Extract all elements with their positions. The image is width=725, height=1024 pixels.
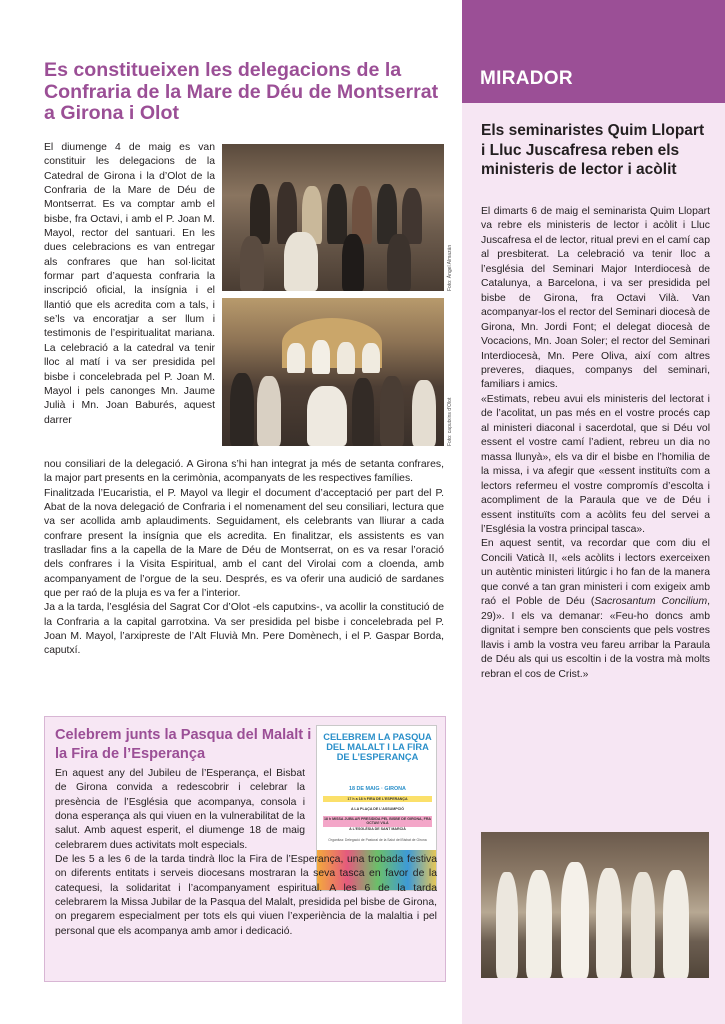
photo-figure xyxy=(412,380,436,446)
box-title: Celebrem junts la Pasqua del Malalt i la Fira de l’Esperança xyxy=(55,727,312,762)
poster-line: 18 h MISSA JUBILAR PRESIDIDA PEL BISBE DE GIRONA, FRA OCTAVI VILÀ xyxy=(323,817,432,826)
poster-line: A L’ESGLÉSIA DE SANT MARCIÀ xyxy=(349,827,406,831)
photo-figure xyxy=(312,340,330,374)
photo-figure xyxy=(663,870,689,978)
box-text-details: De les 5 a les 6 de la tarda tindrà lloc la Fira de l’Esperança, una trobada festiva on diferents entitats i serveis diocesans mostraran la seva tasca en favor de la catequesi, la solidaritat i l’acompanyament espiritual. A les 6 de la tarda celebrarem la Missa Jubilar de la Pasqua del Malalt, presidida pel bisbe de Girona, on pregarem especialment per tots els qui viuen l’experiència de la malaltia i pel personal que els acompanya amb amor i dedicació. xyxy=(55,854,437,937)
poster-date: 18 DE MAIG · GIRONA xyxy=(349,786,406,792)
photo-figure xyxy=(240,236,264,291)
mirador-sidebar xyxy=(462,0,725,1024)
photo-figure xyxy=(284,232,318,291)
photo-figure xyxy=(362,343,380,373)
sidebar-paragraph: El dimarts 6 de maig el seminarista Quim Llopart va rebre els ministeris de lector i acòlit i Lluc Juscafresa el de lector, ritual previ en el camí cap al presbiterat. La celebració va tenir lloc a l’església del Seminari Major Interdiocesà de Catalunya, a Barcelona, i va ser presidida pel bisbe de Girona, fra Octavi Vilà. Van acompanyar-los el rector del Seminari diocesà de Girona, Mn. Jordi Font; el delegat diocesà de Vocacions, Mn. Joan Soler; el rector del Seminari Interdiocesà, Mn. Pere Oliva, així com altres preveres, diaques, companys del seminari, familiars i amics. xyxy=(481,206,710,391)
poster-line: A LA PLAÇA DE L’ASSUMPCIÓ xyxy=(350,807,405,811)
sidebar-text-span: En aquest sentit, va recordar que com diu el Concili Vaticà II, «els acòlits i lectors exerceixen un autèntic ministeri litúrgic i ho fan de la manera que convé a tan gran ministeri i com exigeix amb raó el Poble de Déu ( xyxy=(481,538,710,608)
photo-figure xyxy=(561,862,589,978)
sidebar-text-span: , 29)». I els va demanar: «Feu-ho doncs amb dignitat i sempre ben conscients que pels vostres llavis i amb la vostra veu fareu arribar la Paraula de Déu als qui us escoltin i de la vostra mà molts rebran el cos de Crist.» xyxy=(481,596,710,680)
main-article-paragraph: nou consiliari de la delegació. A Girona s’hi han integrat ja més de setanta confrares, la major part presents en la cerimònia, acompanyats de les respectives famílies. xyxy=(44,459,444,485)
sidebar-article-title: Els seminaristes Quim Llopart i Lluc Juscafresa reben els ministeris de lector i acòlit xyxy=(481,122,705,178)
photo-figure xyxy=(387,234,411,291)
olot-church-group-photo xyxy=(222,298,444,446)
sidebar-header-title: MIRADOR xyxy=(480,68,573,89)
photo-figure xyxy=(496,872,518,978)
photo-figure xyxy=(596,868,622,978)
photo-figure xyxy=(337,342,355,374)
main-article-column-text: El diumenge 4 de maig es van constituir les delegacions de la Catedral de Girona i la d’Olot de la Confraria de la Mare de Déu de Montserrat. Es va comptar amb el bisbe, fra Octavi, i amb el P. Joan M. Mayol, rector del santuari. En les dues celebracions es van entregar als confrares que han sol·licitat formar part d’aquesta confraria la inscripció oficial, la insígnia i el llantió que els acredita com a tals, i se’ls va encoratjar a ser llum i testimonis de l’espiritualitat mariana. La celebració a la catedral va tenir lloc al matí i va ser presidida pel bisbe i concelebrada pel P. Joan M. Mayol i pels canonges Mn. Jaume Julià i Mn. Joan Baburés, aquest darrer xyxy=(44,142,215,426)
photo-figure xyxy=(257,376,281,446)
photo-figure xyxy=(287,343,305,373)
poster-line: 17 h a 18 h FIRA DE L’ESPERANÇA xyxy=(323,796,432,802)
photo1-credit: Foto: Àngel Almazán xyxy=(447,244,453,291)
pasqua-malalt-box xyxy=(44,716,446,982)
poster-organizer: Organitza: Delegació de Pastoral de la Salut del Bisbat de Girona xyxy=(328,838,427,842)
sidebar-header xyxy=(462,0,725,103)
sidebar-italic-citation: Sacrosantum Concilium xyxy=(594,596,708,608)
sidebar-paragraph xyxy=(481,537,710,682)
main-article-paragraph: Finalitzada l’Eucaristia, el P. Mayol va llegir el document d’acceptació per part del P. Abat de la nova delegació de Confraria i el nomenament del seu consiliari, lectura que va ser acollida amb aplaudiments. Seguidament, els celebrants van lliurar a cada confrare present la insígnia que els acredita. En finalitzar, els assistents es van traslladar fins a la capella de la Mare de Déu de Montserrat, on es va resar l’oració dels confrares i la Visita Espiritual, amb el cant del Virolai com a cloenda, amb acompanyament de l’orgue de la seu. Després, es va oferir una audició de sardanes que per raó de la pluja es va fer a l’interior. xyxy=(44,487,444,600)
seminarists-group-photo xyxy=(481,832,709,978)
girona-cathedral-group-photo xyxy=(222,144,444,291)
poster-title: CELEBREM LA PASQUA DEL MALALT I LA FIRA DE L’ESPERANÇA xyxy=(323,732,432,763)
main-article-paragraph: Ja a la tarda, l’església del Sagrat Cor d’Olot -els caputxins-, va acollir la constitució de la Confraria a la capital garrotxina. Va ser presidida pel bisbe i concelebrada pel P. Joan M. Mayol, l’arxipreste de l’Alt Fluvià Mn. Pere Domènech, i el P. Gaspar Borda, caputxí. xyxy=(44,602,444,657)
photo-figure xyxy=(307,386,347,446)
main-article-body xyxy=(44,458,444,659)
photo-figure xyxy=(342,234,364,291)
box-text-intro: En aquest any del Jubileu de l’Esperança, el Bisbat de Girona convida a redescobrir i celebrar la presència de l’Església que acompanya, consola i dona esperança als qui viuen en la vulnerabilitat de la salut. Amb aquest esperit, el diumenge 18 de maig celebrarem dues activitats molt especials. xyxy=(55,768,305,851)
photo-figure xyxy=(230,373,254,446)
sidebar-article-body xyxy=(481,205,710,682)
photo-figure xyxy=(526,870,552,978)
photo-figure xyxy=(380,376,404,446)
photo-figure xyxy=(327,184,347,244)
photo-figure xyxy=(250,184,270,244)
sidebar-paragraph: «Estimats, rebeu avui els ministeris del lectorat i de l’acolitat, un pas més en el vostre procés cap al ministeri diaconal i sacerdotal, que si Déu vol essent el vostre camí l’adient, rebreu un dia no massa llunyà», els va dir el bisbe en l’homilia de la missa, i va afegir que «essent instituïts com a lectors refermeu el vostre compromís d’escolta i acompliment de la Paraula que ve de Déu i essent instituïts com a acòlits feu del servei a l’Església la vostra principal tasca». xyxy=(481,393,710,535)
photo2-credit: Foto: caputxins d’Olot xyxy=(447,397,453,446)
photo-figure xyxy=(352,378,374,446)
photo-figure xyxy=(631,872,655,978)
main-article-title: Es constitueixen les delegacions de la Confraria de la Mare de Déu de Montserrat a Girona i Olot xyxy=(44,59,439,124)
